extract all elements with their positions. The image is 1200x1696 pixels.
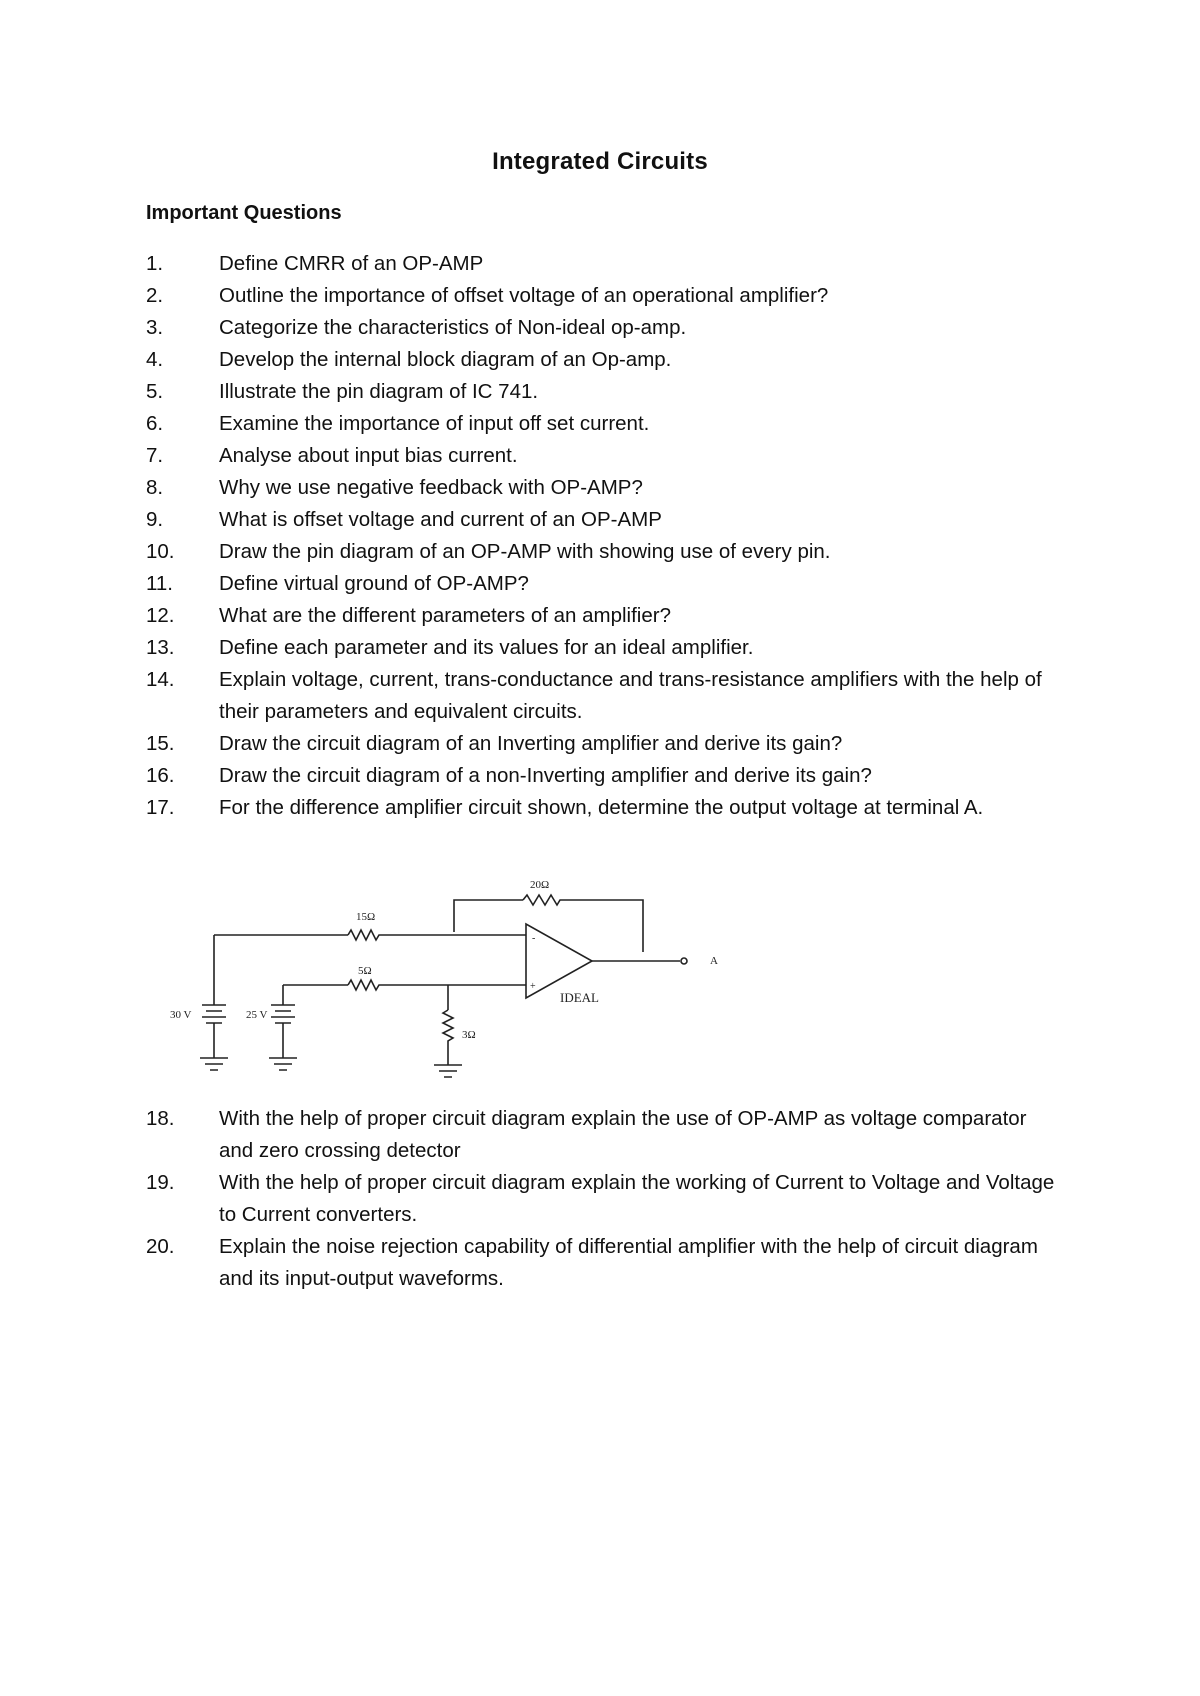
question-number: 16.	[146, 764, 175, 787]
question-text: Why we use negative feedback with OP-AMP?	[219, 476, 643, 499]
question-number: 19.	[146, 1171, 175, 1194]
question-number: 6.	[146, 412, 164, 435]
right-source-label: 25 V	[246, 1009, 268, 1021]
question-list-continued	[146, 1103, 1066, 1295]
question-text: Define CMRR of an OP-AMP	[219, 252, 484, 275]
question-text: What are the different parameters of an amplifier?	[219, 604, 671, 627]
question-list	[146, 248, 1066, 824]
question-text: Draw the pin diagram of an OP-AMP with showing use of every pin.	[219, 540, 831, 563]
question-number: 4.	[146, 348, 164, 371]
question-item	[146, 440, 1066, 472]
feedback-resistor-label: 20Ω	[530, 879, 550, 891]
question-text: Define virtual ground of OP-AMP?	[219, 572, 529, 595]
question-text: Categorize the characteristics of Non-ideal op-amp.	[219, 316, 687, 339]
question-text: Define each parameter and its values for an ideal amplifier.	[219, 636, 754, 659]
question-number: 10.	[146, 540, 175, 563]
question-text: With the help of proper circuit diagram explain the working of Current to Voltage and Voltage to Current converters.	[219, 1171, 1055, 1226]
bottom-input-resistor-label: 5Ω	[358, 965, 372, 977]
question-item	[146, 664, 1066, 728]
question-number: 18.	[146, 1107, 175, 1130]
question-number: 20.	[146, 1235, 175, 1258]
question-item	[146, 1167, 1066, 1231]
question-item	[146, 376, 1066, 408]
section-heading: Important Questions	[146, 202, 342, 224]
question-number: 17.	[146, 796, 175, 819]
question-text: Outline the importance of offset voltage of an operational amplifier?	[219, 284, 829, 307]
question-item	[146, 792, 1066, 824]
question-text: Develop the internal block diagram of an Op-amp.	[219, 348, 672, 371]
question-item	[146, 632, 1066, 664]
question-number: 7.	[146, 444, 164, 467]
question-number: 11.	[146, 572, 173, 595]
question-number: 8.	[146, 476, 164, 499]
difference-amplifier-circuit-diagram	[170, 870, 730, 1090]
question-item	[146, 408, 1066, 440]
question-item	[146, 728, 1066, 760]
question-item	[146, 280, 1066, 312]
question-item	[146, 504, 1066, 536]
question-item	[146, 1103, 1066, 1167]
question-text: Examine the importance of input off set current.	[219, 412, 650, 435]
document-title: Integrated Circuits	[492, 148, 708, 175]
question-number: 15.	[146, 732, 175, 755]
question-number: 2.	[146, 284, 164, 307]
question-text: Illustrate the pin diagram of IC 741.	[219, 380, 539, 403]
question-text: Analyse about input bias current.	[219, 444, 518, 467]
opamp-ideal-label: IDEAL	[560, 990, 599, 1005]
question-number: 9.	[146, 508, 164, 531]
question-item	[146, 600, 1066, 632]
question-number: 12.	[146, 604, 175, 627]
output-terminal-label: A	[710, 955, 718, 967]
noninverting-input-sign: +	[530, 981, 536, 992]
question-number: 3.	[146, 316, 164, 339]
question-item	[146, 312, 1066, 344]
question-item	[146, 568, 1066, 600]
question-number: 14.	[146, 668, 175, 691]
question-text: For the difference amplifier circuit shown, determine the output voltage at terminal A.	[219, 796, 984, 819]
question-number: 1.	[146, 252, 164, 275]
question-item	[146, 1231, 1066, 1295]
question-item	[146, 760, 1066, 792]
question-item	[146, 344, 1066, 376]
question-text: What is offset voltage and current of an OP-AMP	[219, 508, 662, 531]
ground-resistor-label: 3Ω	[462, 1029, 476, 1041]
question-text: Explain the noise rejection capability of differential amplifier with the help of circuit diagram and its input-output waveforms.	[219, 1235, 1038, 1290]
question-item	[146, 248, 1066, 280]
left-source-label: 30 V	[170, 1009, 192, 1021]
question-number: 5.	[146, 380, 164, 403]
top-input-resistor-label: 15Ω	[356, 911, 376, 923]
question-number: 13.	[146, 636, 175, 659]
question-item	[146, 472, 1066, 504]
question-text: Explain voltage, current, trans-conductance and trans-resistance amplifiers with the help of their parameters and equivalent circuits.	[219, 668, 1042, 723]
question-item	[146, 536, 1066, 568]
question-text: Draw the circuit diagram of an Inverting amplifier and derive its gain?	[219, 732, 843, 755]
question-text: With the help of proper circuit diagram explain the use of OP-AMP as voltage comparator and zero crossing detector	[219, 1107, 1027, 1162]
question-text: Draw the circuit diagram of a non-Inverting amplifier and derive its gain?	[219, 764, 872, 787]
inverting-input-sign: -	[532, 933, 536, 944]
